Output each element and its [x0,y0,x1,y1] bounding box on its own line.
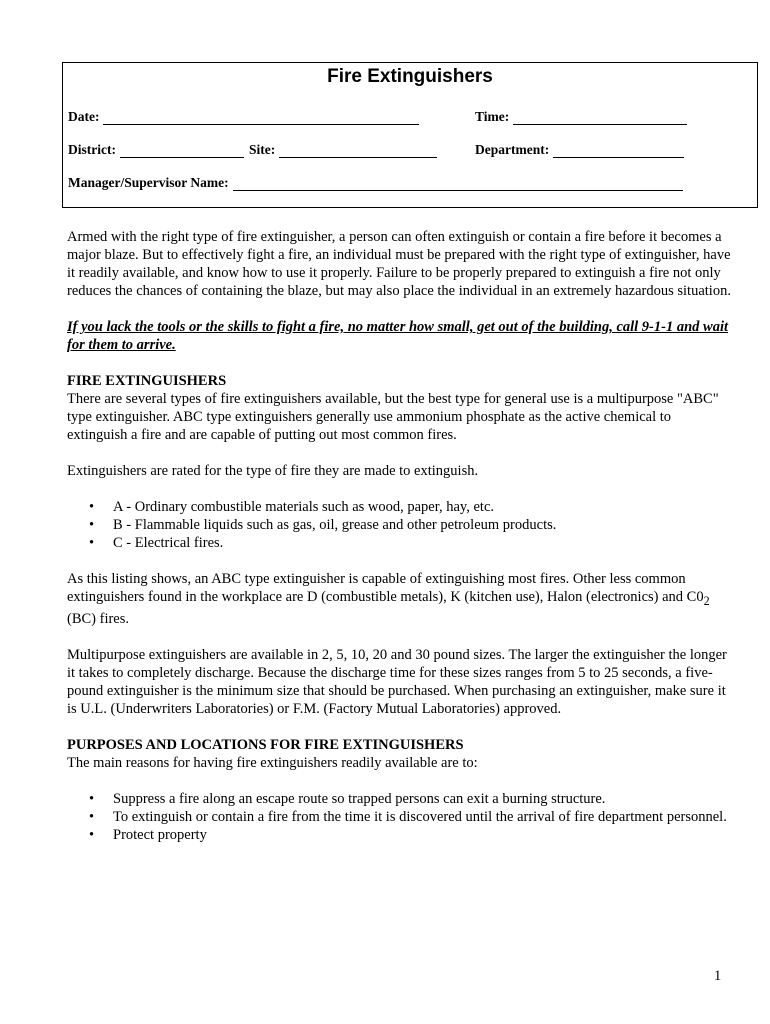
district-blank-line[interactable] [120,144,244,158]
manager-label: Manager/Supervisor Name: [68,175,229,190]
section-paragraph: There are several types of fire extinguishers available, but the best type for general use is a multipurpose "ABC" type extinguisher. ABC type extinguishers generally use ammonium phosphate as the active chemical to extinguish a fire and are capable of putting out most common fires. [67,391,719,443]
list-item: • Suppress a fire along an escape route so trapped persons can exit a burning structure. [89,790,606,807]
page-number: 1 [714,968,722,984]
department-label: Department: [475,142,550,157]
list-item: • Protect property [89,826,207,843]
bullet-icon: • [89,517,95,533]
listing-paragraph: As this listing shows, an ABC type extinguisher is capable of extinguishing most fires. Other less common extinguishers found in the workplace are D (combustible metals), K (kitchen use), Halon (electronics) and $C0_2$ (BC) fires. [67,571,710,627]
section-paragraph: The main reasons for having fire extinguishers readily available are to: [67,754,478,771]
department-field [475,142,684,158]
time-blank-line[interactable] [513,111,687,125]
district-field [68,142,244,158]
site-field [249,142,437,158]
site-label: Site: [249,142,276,157]
time-label: Time: [475,109,510,124]
section-heading: FIRE EXTINGUISHERS [67,373,227,389]
list-item: • A - Ordinary combustible materials such as wood, paper, hay, etc. [89,499,495,515]
bullet-icon: • [89,499,95,515]
date-label: Date: [68,109,100,124]
sizes-paragraph: Multipurpose extinguishers are available in 2, 5, 10, 20 and 30 pound sizes. The larger the extinguisher the longer it takes to completely discharge. Because the discharge time for these sizes ranges from 5 to 25 seconds, a five-pound extinguisher is the minimum size that should be purchased. When purchasing an extinguisher, make sure it is U.L. (Underwriters Laboratories) or F.M. (Factory Mutual Laboratories) approved. [67,646,727,717]
time-field [475,109,687,125]
section-fire-extinguishers [67,372,731,444]
list-item: • To extinguish or contain a fire from the time it is discovered until the arrival of fire department personnel. [89,808,727,825]
date-field [68,109,419,125]
manager-blank-line[interactable] [233,177,683,191]
district-label: District: [68,142,116,157]
reasons-list [67,790,731,844]
section-heading: PURPOSES AND LOCATIONS FOR FIRE EXTINGUISHERS [67,736,464,753]
list-item: • B - Flammable liquids such as gas, oil, grease and other petroleum products. [89,517,557,533]
document-body [67,228,731,862]
header-form-box [62,62,758,208]
site-blank-line[interactable] [279,144,437,158]
page-title: Fire Extinguishers [327,66,493,87]
section-purposes [67,736,731,772]
department-blank-line[interactable] [553,144,684,158]
ratings-intro: Extinguishers are rated for the type of fire they are made to extinguish. [67,463,479,479]
list-item: • C - Electrical fires. [89,535,224,551]
date-blank-line[interactable] [103,111,419,125]
bullet-icon: • [89,535,95,551]
bullet-icon: • [89,790,95,807]
manager-field [68,175,683,191]
warning-paragraph: If you lack the tools or the skills to fight a fire, no matter how small, get out of the building, call 9-1-1 and wait for them to arrive. [67,319,729,353]
ratings-list [67,498,731,552]
intro-paragraph: Armed with the right type of fire extinguisher, a person can often extinguish or contain a fire before it becomes a major blaze. But to effectively fight a fire, an individual must be prepared with the right type of extinguisher, have it readily available, and know how to use it properly. Failure to be properly prepared to extinguish a fire not only reduces the chances of containing the blaze, but may also place the individual in an extremely hazardous situation. [67,229,731,299]
bullet-icon: • [89,808,95,825]
co2-subscript: 2 [703,593,710,608]
bullet-icon: • [89,826,95,843]
